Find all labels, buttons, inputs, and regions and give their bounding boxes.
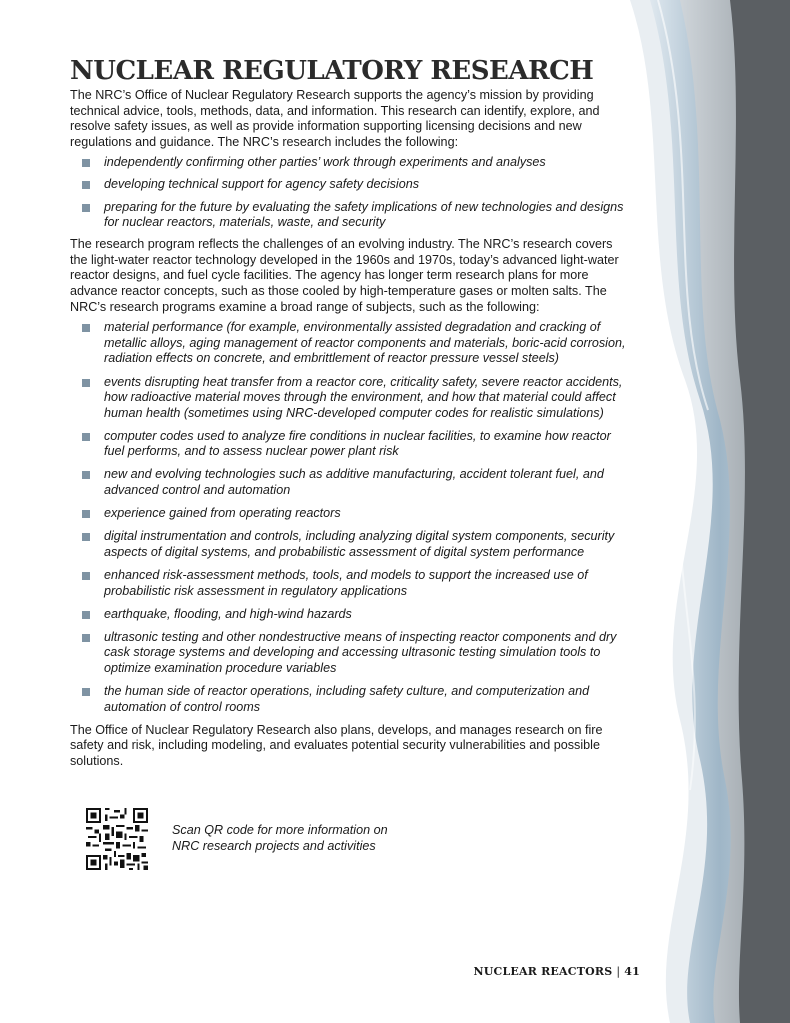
square-bullet-icon <box>82 688 90 696</box>
qr-caption: Scan QR code for more information on NRC research projects and activities <box>172 823 388 853</box>
list-item: developing technical support for agency safety decisions <box>70 177 630 193</box>
research-includes-list <box>70 155 630 230</box>
list-item: material performance (for example, environmentally assisted degradation and cracking of metallic alloys, aging management of reactor components and materials, boric-acid corrosion, radiation effects on concrete, and embrittlement of reactor pressure vessel steels) <box>70 320 630 367</box>
page-footer <box>473 965 640 978</box>
page-number: 41 <box>624 965 640 978</box>
closing-paragraph: The Office of Nuclear Regulatory Research also plans, develops, and manages research on fire safety and risk, including modeling, and evaluates potential security vulnerabilities and possible solutions. <box>70 722 603 768</box>
page-title: NUCLEAR REGULATORY RESEARCH <box>70 56 594 86</box>
list-item: independently confirming other parties’ work through experiments and analyses <box>70 155 630 171</box>
research-subjects-list <box>70 320 630 715</box>
square-bullet-icon <box>82 510 90 518</box>
square-bullet-icon <box>82 379 90 387</box>
list-item: new and evolving technologies such as additive manufacturing, accident tolerant fuel, and advanced control and automation <box>70 467 630 498</box>
list-item: ultrasonic testing and other nondestructive means of inspecting reactor components and dry cask storage systems and developing and accessing ultrasonic testing simulation tools to optimize examination procedure variables <box>70 630 630 677</box>
main-content <box>70 56 630 769</box>
list-item: experience gained from operating reactors <box>70 506 630 522</box>
footer-separator: | <box>616 965 621 978</box>
decorative-wave-band <box>630 0 790 1023</box>
square-bullet-icon <box>82 433 90 441</box>
list-item: digital instrumentation and controls, including analyzing digital system components, security aspects of digital systems, and probabilistic assessment of digital system performance <box>70 529 630 560</box>
intro-paragraph: The NRC’s Office of Nuclear Regulatory Research supports the agency’s mission by providing technical advice, tools, methods, data, and information. This research can identify, explore, and resolve safety issues, as well as provide information supporting licensing decisions and new regulations and guidance. The NRC’s research includes the following: <box>70 88 600 149</box>
qr-code-icon[interactable] <box>86 808 148 870</box>
square-bullet-icon <box>82 471 90 479</box>
square-bullet-icon <box>82 159 90 167</box>
list-item: preparing for the future by evaluating the safety implications of new technologies and designs for nuclear reactors, materials, waste, and security <box>70 200 630 231</box>
list-item: earthquake, flooding, and high-wind hazards <box>70 607 630 623</box>
list-item: events disrupting heat transfer from a reactor core, criticality safety, severe reactor accidents, how radioactive material moves through the environment, and how that material could affect human health (sometimes using NRC-developed computer codes for realistic simulations) <box>70 375 630 422</box>
list-item: computer codes used to analyze fire conditions in nuclear facilities, to examine how reactor fuel performs, and to assess nuclear power plant risk <box>70 429 630 460</box>
square-bullet-icon <box>82 324 90 332</box>
square-bullet-icon <box>82 181 90 189</box>
square-bullet-icon <box>82 572 90 580</box>
program-paragraph: The research program reflects the challenges of an evolving industry. The NRC’s research covers the light-water reactor technology developed in the 1960s and 1970s, today’s advanced light-water reactor designs, and fuel cycle facilities. The agency has longer term research plans for more advance reactor concepts, such as those cooled by high-temperature gases or molten salts. The NRC’s research programs examine a broad range of subjects, such as the following: <box>70 237 619 314</box>
qr-section <box>86 808 406 872</box>
square-bullet-icon <box>82 533 90 541</box>
list-item: enhanced risk-assessment methods, tools, and models to support the increased use of probabilistic risk assessment in regulatory applications <box>70 568 630 599</box>
square-bullet-icon <box>82 204 90 212</box>
square-bullet-icon <box>82 634 90 642</box>
list-item: the human side of reactor operations, including safety culture, and computerization and automation of control rooms <box>70 684 630 715</box>
footer-section-title: NUCLEAR REACTORS <box>473 965 613 978</box>
square-bullet-icon <box>82 611 90 619</box>
